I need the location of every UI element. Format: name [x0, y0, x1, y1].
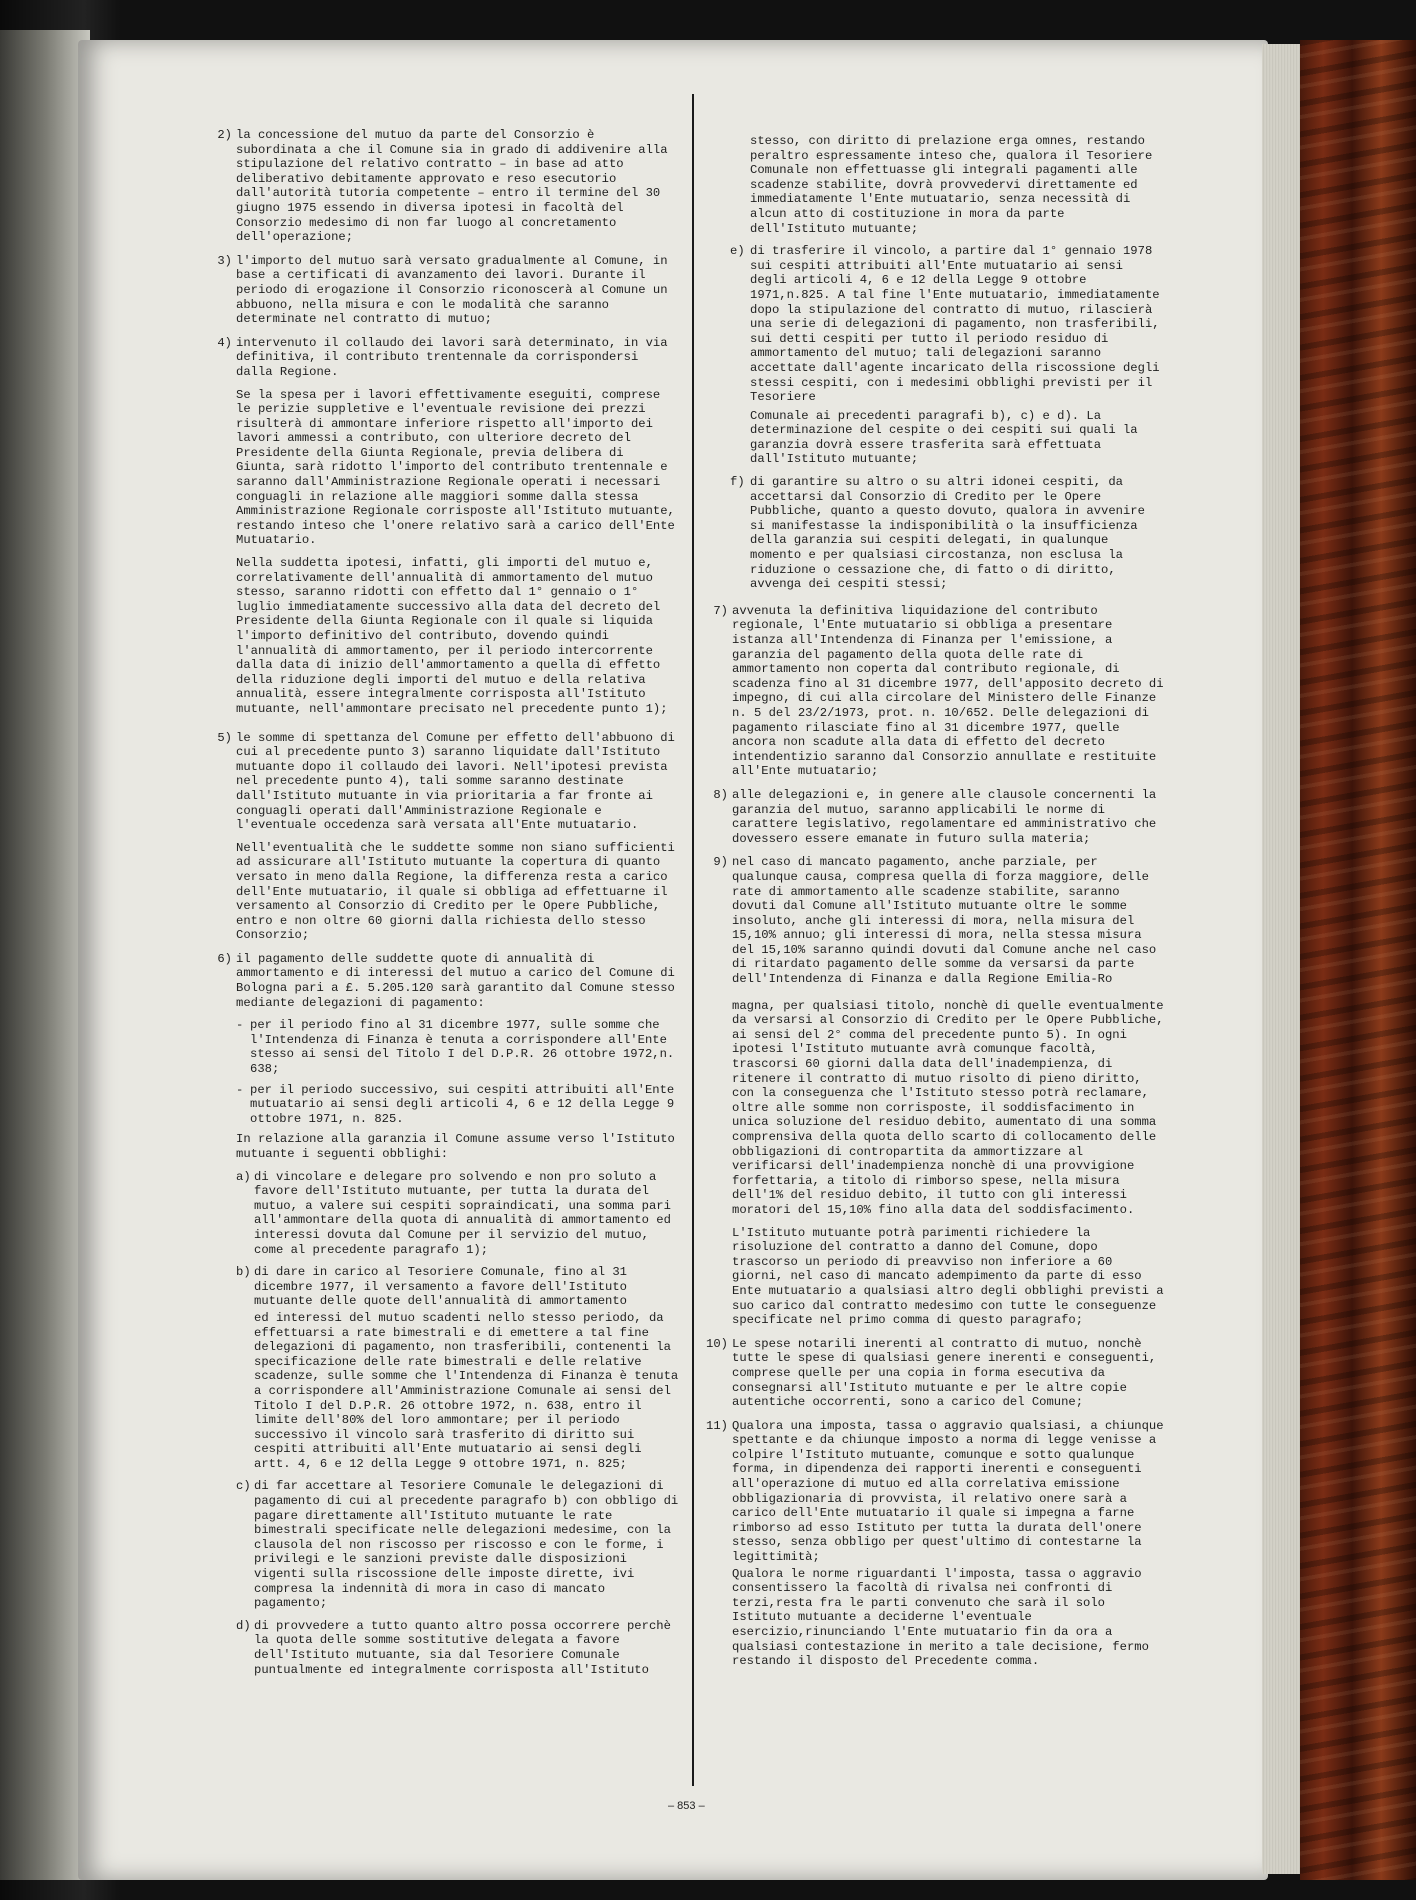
sub-text: ed interessi del mutuo scadenti nello stesso periodo, da effettuarsi a rate bimestrali e di emettere a tal fine delegazioni di pagamento, non trasferibili, contenenti la specificazione delle rate bimestrali e delle relative scadenze, sulle somme che l'Intendenza di Finanza è tenuta a corrispondere all'Amministrazione Comunale ai sensi del Titolo I del D.P.R. 26 ottobre 1972, n. 638, entro il limite dell'80% del loro ammontare; per il periodo successivo il vincolo sarà trasferito di diritto sui cespiti attribuiti all'Ente mutuatario ai sensi degli artt. 4, 6 e 12 della Legge 9 ottobre 1971, n. 825;	[254, 1310, 679, 1471]
clause-9	[706, 855, 1166, 1327]
clause-paragraph: Nell'eventualità che le suddette somme non siano sufficienti ad assicurare all'Istituto mutuante la copertura di quanto versato in meno dalla Regione, la differenza resta a carico dell'Ente mutuatario, il quale si obbliga ad effettuarne il versamento al Consorzio di Credito per le Opere Pubbliche, entro e non oltre 60 giorni dalla richiesta dello stesso Consorzio;	[236, 840, 675, 943]
sub-letter: b)	[236, 1265, 251, 1280]
clause-3	[210, 254, 680, 327]
clause-text: alle delegazioni e, in genere alle clausole concernenti la garanzia del mutuo, saranno applicabili le norme di carattere legislativo, regolamentare ed amministrativo che dovessero essere emanate in futuro sulla materia;	[732, 787, 1157, 846]
clause-number: 5)	[217, 730, 232, 745]
clause-paragraph: Nella suddetta ipotesi, infatti, gli importi del mutuo e, correlativamente dell'annualità di ammortamento del mutuo stesso, saranno ridotti con effetto dal 1° gennaio o 1° luglio immediatamente successivo alla data del decreto del Presidente della Giunta Regionale con il quale si liquida l'importo definitivo del contributo, dovendo quindi l'annualità di ammortamento, per il periodo intercorrente dalla data di inizio dell'ammortamento a quella di effetto della riduzione degli importi del mutuo e della relativa annualità, essere integralmente corrisposta all'Istituto mutuante, nell'ammontare precisato nel precedente punto 1);	[236, 556, 668, 716]
left-page-strip	[0, 30, 90, 1880]
clause-text: Qualora una imposta, tassa o aggravio qualsiasi, a chiunque spettante e da chiunque imposto a norma di legge venisse a colpire l'Istituto mutuante, comunque e sotto qualunque forma, in dipendenza dei rapporti inerenti e conseguenti all'operazione di mutuo ed alla correlativa emissione obbligazionaria di provvista, il relativo onere sarà a carico dell'Ente mutuatario il quale si impegna a farne rimborso ad esso Istituto per tutta la durata dell'onere stesso, senza obbligo per quest'ultimo di contestarne la legittimità;	[732, 1418, 1164, 1565]
clause-11	[706, 1419, 1166, 1669]
sub-letter: a)	[236, 1169, 251, 1184]
sub-clause-b	[236, 1265, 680, 1471]
clause-text: nel caso di mancato pagamento, anche parziale, per qualunque causa, compresa quella di forza maggiore, delle rate di ammortamento alle scadenze stabilite, saranno dovuti dal Comune all'Istituto mutuante oltre le somme insoluto, anche gli interessi di mora, nella misura del 15,10% annuo; gli interessi di mora, nella stessa misura del 15,10% saranno quindi dovuti dal Comune anche nel caso di ritardato pagamento delle somme da versarsi da parte dell'Intendenza di Finanza e dalla Regione Emilia-Ro	[732, 855, 1157, 987]
sub-letter: d)	[236, 1618, 251, 1633]
clause-text: l'importo del mutuo sarà versato gradualmente al Comune, in base a certificati di avanzamento dei lavori. Durante il periodo di erogazione il Consorzio riconoscerà al Comune un abbuono, nella misura e con le modalità che saranno determinate nel contratto di mutuo;	[236, 253, 668, 327]
sub-letter: e)	[730, 244, 745, 259]
clause-text-continued: magna, per qualsiasi titolo, nonchè di quelle eventualmente da versarsi al Consorzio di Credito per le Opere Pubbliche, ai sensi del 2° comma del precedente punto 5). In ogni ipotesi l'Istituto mutuante avrà comunque facoltà, trascorsi 60 giorni dalla data dell'inadempienza, di ritenere il contratto di mutuo risolto di pieno diritto, con la conseguenza che l'Istituto stesso potrà reclamare, oltre alle somme non corrisposte, il soddisfacimento in unica soluzione del residuo debito, aumentato di una somma comprensiva della quota dello scarto di collocamento delle obbligazioni di contropartita da ammortizzare al verificarsi dell'inadempienza nonchè di una provvigione forfettaria, a titolo di rimborso spese, nella misura dell'1% del residuo debito, il tutto con gli interessi moratori del 15,10% fino alla data del soddisfacimento.	[732, 998, 1164, 1217]
clause-5	[210, 731, 680, 943]
clause-number: 8)	[713, 787, 728, 802]
clause-2	[210, 128, 680, 245]
clause-text: intervenuto il collaudo dei lavori sarà determinato, in via definitiva, il contributo trentennale da corrispondersi dalla Regione.	[236, 335, 668, 379]
clause-paragraph: L'Istituto mutuante potrà parimenti richiedere la risoluzione del contratto a danno del Comune, dopo trascorso un periodo di preavviso non inferiore a 60 giorni, nel caso di mancato adempimento da parte di esso Ente mutuatario a qualsiasi altro degli obblighi previsti a suo carico dal contratto medesimo con tutte le conseguenze specificate nel primo comma di questo paragrafo;	[732, 1225, 1164, 1328]
clause-paragraph: Qualora le norme riguardanti l'imposta, tassa o aggravio consentissero la facoltà di rivalsa nei confronti di terzi,resta fra le parti convenuto che sarà il solo Istituto mutuante a deciderne l'eventuale esercizio,rinunciando l'Ente mutuatario fin da ora a qualsiasi contestazione in merito a tale decisione, fermo restando il disposto del Precedente comma.	[732, 1566, 1149, 1669]
sub-text: di trasferire il vincolo, a partire dal 1° gennaio 1978 sui cespiti attribuiti all'Ente mutuatario ai sensi degli articoli 4, 6 e 12 della Legge 9 ottobre 1971,n.825. A tal fine l'Ente mutuatario, immediatamente dopo la stipulazione del contratto di mutuo, rilascierà una serie di delegazioni di pagamento, non trasferibili, sui detti cespiti per tutto il periodo residuo di ammortamento del mutuo; tali delegazioni saranno accettate dall'agente incaricato della riscossione degli stessi cespiti, con i medesimi obblighi previsti per il Tesoriere	[750, 244, 1160, 405]
clause-number: 2)	[217, 128, 232, 142]
clause-number: 4)	[217, 335, 232, 350]
clause-paragraph: Se la spesa per i lavori effettivamente eseguiti, comprese le perizie suppletive e l'eventuale revisione dei prezzi risulterà di ammontare inferiore rispetto all'importo dei lavori ammessi a contributo, con ulteriore decreto del Presidente della Giunta Regionale, previa delibera di Giunta, sarà ridotto l'importo del contributo trentennale e saranno dall'Amministrazione Regionale operati i necessari conguagli in relazione alle maggiori somme dalla stessa Amministrazione Regionale corrisposte all'Istituto mutuante, restando inteso che l'onere relativo sarà a carico dell'Ente Mutuatario.	[236, 387, 675, 548]
sub-clause-e	[706, 244, 1166, 467]
dash-item	[236, 1018, 680, 1076]
sub-text: di vincolare e delegare pro solvendo e non pro soluto a favore dell'Istituto mutuante, per tutta la durata del mutuo, a valere sui cespiti sopraindicati, una somma pari all'ammontare della quota di annualità di ammortamento ed interessi dovuta dal Comune per il servizio del mutuo, come al precedente paragrafo 1);	[254, 1169, 671, 1257]
clause-number: 10)	[706, 1336, 728, 1351]
sub-text: di far accettare al Tesoriere Comunale le delegazioni di pagamento di cui al precedente paragrafo b) con obbligo di pagare direttamente all'Istituto mutuante le rate bimestrali specificate nelle delegazioni medesime, con la clausola del non riscosso per riscosso e con le forme, i privilegi e le sanzioni previste dalle disposizioni vigenti sulla riscossione delle imposte dirette, ivi compresa la indennità di mora in caso di mancato pagamento;	[254, 1479, 679, 1611]
page-number: – 853 –	[668, 1800, 705, 1812]
sub-clause-d	[236, 1619, 680, 1677]
sub-text: Comunale ai precedenti paragrafi b), c) e d). La determinazione del cespite o dei cespiti sui quali la garanzia dovrà essere trasferita sarà effettuata dall'Istituto mutuante;	[750, 408, 1138, 467]
dash-marker: -	[236, 1082, 244, 1097]
clause-8	[706, 788, 1166, 846]
dash-text: per il periodo fino al 31 dicembre 1977, sulle somme che l'Intendenza di Finanza è tenuta a corrispondere all'Ente stesso ai sensi del Titolo I del D.P.R. 26 ottobre 1972,n. 638;	[250, 1018, 675, 1077]
sub-letter: f)	[730, 475, 745, 490]
clause-number: 11)	[706, 1418, 728, 1433]
clause-7	[706, 604, 1166, 779]
sub-clause-f	[706, 475, 1166, 592]
clause-text: le somme di spettanza del Comune per effetto dell'abbuono di cui al precedente punto 3) saranno liquidate dall'Istituto mutuante dopo il collaudo dei lavori. Nell'ipotesi prevista nel precedente punto 4), tali somme saranno destinate dall'Istituto mutuante in via prioritaria a far fronte ai conguagli operati dall'Amministrazione Regionale e l'eventuale occedenza sarà versata all'Ente mutuatario.	[236, 730, 675, 833]
clause-10	[706, 1337, 1166, 1410]
right-column	[706, 134, 1166, 1678]
clause-number: 7)	[713, 603, 728, 618]
sub-clause-a	[236, 1170, 680, 1258]
sub-text: di garantire su altro o su altri idonei cespiti, da accettarsi dal Consorzio di Credito per le Opere Pubbliche, quanto a questo dovuto, qualora in avvenire si manifestasse la indisponibilità o la insufficienza della garanzia sui cespiti delegati, in qualunque momento e per qualsiasi circostanza, non esclusa la riduzione o cessazione che, di fatto o di diritto, avvenga dei cespiti stessi;	[750, 475, 1145, 592]
left-column	[210, 128, 680, 1686]
dash-marker: -	[236, 1018, 244, 1033]
sub-text: di provvedere a tutto quanto altro possa occorrere perchè la quota delle somme sostitutive delegata a favore dell'Istituto mutuante, sia dal Tesoriere Comunale puntualmente ed integralmente corrisposta all'Istituto	[254, 1618, 671, 1677]
clause-number: 3)	[217, 253, 232, 268]
clause-number: 6)	[217, 951, 232, 966]
clause-paragraph: In relazione alla garanzia il Comune assume verso l'Istituto mutuante i seguenti obblighi:	[236, 1132, 675, 1161]
clause-4	[210, 336, 680, 717]
clause-text: avvenuta la definitiva liquidazione del contributo regionale, l'Ente mutuatario si obbliga a presentare istanza all'Intendenza di Finanza per l'emissione, a garanzia del pagamento della quota delle rate di ammortamento non coperta dal contributo regionale, di scadenza fino al 31 dicembre 1977, dell'apposito decreto di impegno, di cui alla circolare del Ministero delle Finanze n. 5 del 23/2/1973, prot. n. 10/652. Delle delegazioni di pagamento rilasciate fino al 31 dicembre 1977, quelle ancora non scadute alla data di effetto del decreto intendentizio saranno dal Consorzio annullate e restituite all'Ente mutuatario;	[732, 603, 1164, 779]
clause-6	[210, 952, 680, 1677]
clause-text: il pagamento delle suddette quote di annualità di ammortamento e di interessi del mutuo a carico del Comune di Bologna pari a £. 5.205.120 sarà garantito dal Comune stesso mediante delegazioni di pagamento:	[236, 951, 675, 1010]
sub-text: di dare in carico al Tesoriere Comunale, fino al 31 dicembre 1977, il versamento a favore dell'Istituto mutuante delle quote dell'annualità di ammortamento	[254, 1265, 627, 1309]
dash-item	[236, 1083, 680, 1127]
clause-text: Le spese notarili inerenti al contratto di mutuo, nonchè tutte le spese di qualsiasi genere inerenti e conseguenti, comprese quelle per una copia in forma esecutiva da consegnarsi all'Istituto mutuante e per le altre copie autentiche occorrenti, sono a carico del Comune;	[732, 1336, 1157, 1410]
sub-text: stesso, con diritto di prelazione erga omnes, restando peraltro espressamente inteso che, qualora il Tesoriere Comunale non effettuasse gli integrali pagamenti alle scadenze stabilite, dovrà provvedervi direttamente ed immediatamente l'Ente mutuatario, senza necessità di alcun atto di costituzione in mora da parte dell'Istituto mutuante;	[750, 134, 1153, 236]
dash-text: per il periodo successivo, sui cespiti attribuiti all'Ente mutuatario ai sensi degli articoli 4, 6 e 12 della Legge 9 ottobre 1971, n. 825.	[250, 1082, 675, 1126]
column-divider	[692, 94, 694, 1786]
clause-number: 9)	[713, 855, 728, 870]
sub-clause-c	[236, 1479, 680, 1610]
sub-clause-d-continued	[706, 134, 1166, 236]
page-stack-edge	[1262, 44, 1304, 1874]
sub-letter: c)	[236, 1479, 251, 1494]
book-binding	[1300, 40, 1416, 1880]
clause-text: la concessione del mutuo da parte del Consorzio è subordinata a che il Comune sia in grado di addivenire alla stipulazione del relativo contratto – in base ad atto deliberativo debitamente approvato e reso esecutorio dall'autorità tutoria competente – entro il termine del 30 giugno 1975 essendo in diversa ipotesi in facoltà del Consorzio medesimo di non far luogo al concretamento dell'operazione;	[236, 128, 668, 245]
